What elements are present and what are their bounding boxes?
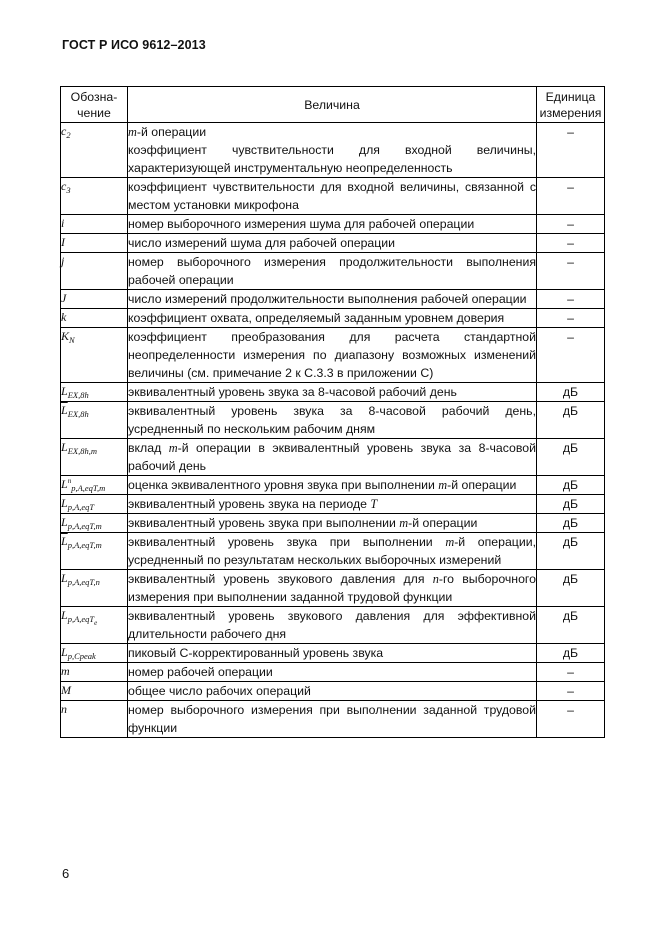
symbol-subscript — [67, 614, 98, 627]
symbol-subscript — [68, 577, 100, 587]
unit-cell: – — [537, 290, 605, 309]
quantity-text: число измерений продолжительности выполнения рабочей операции — [128, 292, 527, 306]
symbol-subscript-text: p,A,eqT,n — [67, 577, 100, 587]
table-row — [61, 383, 605, 402]
symbol-subscript — [68, 502, 94, 512]
symbol-subscript-text: p,A,eqT,m — [67, 521, 102, 531]
quantity-text: общее число рабочих операций — [128, 684, 311, 698]
table-row — [61, 514, 605, 533]
symbol-cell — [61, 309, 128, 328]
inline-math: m — [438, 478, 448, 492]
quantity-text: эквивалентный уровень звука при выполнении — [128, 516, 400, 530]
symbol-cell — [61, 701, 128, 738]
table-header-row — [61, 87, 605, 123]
unit-cell: – — [537, 328, 605, 383]
table-row — [61, 644, 605, 663]
quantity-cell — [128, 309, 537, 328]
quantity-cell — [128, 178, 537, 215]
symbol-letter: k — [61, 310, 67, 324]
symbol-subscript — [66, 130, 70, 140]
table-row — [61, 215, 605, 234]
symbol-cell — [61, 253, 128, 290]
unit-cell: дБ — [537, 607, 605, 644]
header-unit-line2: измерения — [539, 105, 602, 120]
quantity-text: коэффициент преобразования для расчета стандартной неопределенности измерения по диапазону возможных изменений величины (см. примечание 2 к С.3.3 в приложении С) — [128, 330, 536, 380]
quantity-text: номер выборочного измерения шума для рабочей операции — [128, 217, 475, 231]
inline-math: m — [168, 441, 178, 455]
quantity-cell — [128, 514, 537, 533]
inline-math: m — [399, 516, 409, 530]
symbol-letter: j — [61, 254, 65, 268]
quantity-text: -й операции, усредненный по результатам нескольких выборочных измерений — [128, 535, 537, 567]
inline-math: T — [370, 497, 378, 511]
symbol-letter: L — [61, 496, 68, 510]
symbol-subscript-text: p,A,eqT,m — [67, 540, 102, 550]
symbol-letter: c — [61, 124, 67, 138]
symbol-subscript-text: N — [69, 335, 75, 345]
quantity-cell — [128, 290, 537, 309]
table-row — [61, 476, 605, 495]
symbol-cell — [61, 663, 128, 682]
quantity-text: номер выборочного измерения при выполнении заданной трудовой функции — [128, 703, 536, 735]
symbol-cell — [61, 383, 128, 402]
symbols-table — [60, 86, 605, 738]
quantity-cell — [128, 495, 537, 514]
table-row — [61, 701, 605, 738]
symbol-cell — [61, 682, 128, 701]
quantity-cell — [128, 123, 537, 178]
symbol-subscript — [68, 521, 102, 531]
quantity-cell — [128, 607, 537, 644]
symbol-subscript-text: EX,8h — [67, 390, 89, 400]
quantity-text: эквивалентный уровень звукового давления для — [128, 572, 433, 586]
quantity-text: -го выборочного измерения при выполнении заданной трудовой функции — [128, 572, 536, 604]
symbol-subscript — [71, 483, 105, 493]
quantity-text: номер выборочного измерения продолжительности выполнения рабочей операции — [128, 255, 536, 287]
symbol-subscript-text: 3 — [66, 185, 71, 195]
quantity-text: пиковый С-корректированный уровень звука — [128, 646, 384, 660]
symbol-letter: c — [61, 179, 67, 193]
unit-cell: дБ — [537, 383, 605, 402]
quantity-cell — [128, 533, 537, 570]
quantity-cell — [128, 383, 537, 402]
symbol-letter: L — [61, 515, 68, 529]
header-unit-line1: Единица — [545, 89, 596, 104]
table-row — [61, 533, 605, 570]
quantity-cell — [128, 234, 537, 253]
header-symbol — [61, 87, 128, 123]
unit-cell: дБ — [537, 439, 605, 476]
quantity-cell — [128, 215, 537, 234]
quantity-cell — [128, 663, 537, 682]
symbol-cell — [61, 439, 128, 476]
table-row — [61, 253, 605, 290]
table-row — [61, 328, 605, 383]
quantity-text: -й операции — [447, 478, 517, 492]
header-symbol-line1: Обозна- — [70, 89, 118, 104]
quantity-text: коэффициент охвата, определяемый заданным уровнем доверия — [128, 311, 505, 325]
unit-cell: дБ — [537, 644, 605, 663]
table-row — [61, 570, 605, 607]
quantity-text: эквивалентный уровень звука за 8-часовой рабочий день — [128, 385, 457, 399]
table-row — [61, 439, 605, 476]
symbol-letter: $\overline{L}$ — [61, 534, 68, 548]
inline-math: m — [128, 125, 137, 139]
quantity-cell — [128, 570, 537, 607]
symbol-cell — [61, 607, 128, 644]
table-row — [61, 663, 605, 682]
symbol-letter: L — [61, 571, 68, 585]
symbol-letter: L — [61, 645, 68, 659]
quantity-text: коэффициент чувствительности для входной величины, связанной с местом установки микрофона — [128, 180, 536, 212]
symbol-subsubscript: e — [94, 619, 98, 627]
quantity-cell — [128, 402, 537, 439]
header-unit — [537, 87, 605, 123]
unit-cell: – — [537, 682, 605, 701]
symbol-subscript-text: p,A,eqT — [67, 502, 95, 512]
symbol-cell — [61, 495, 128, 514]
table-row — [61, 234, 605, 253]
symbol-subscript-text: p,A,eqT — [67, 614, 95, 624]
symbol-subscript-text: EX,8h,m — [67, 446, 97, 456]
symbol-cell — [61, 476, 128, 495]
quantity-text: -й операции — [136, 125, 207, 139]
unit-cell: – — [537, 701, 605, 738]
header-quantity: Величина — [128, 87, 537, 123]
symbol-cell — [61, 328, 128, 383]
unit-cell: дБ — [537, 570, 605, 607]
symbol-letter: L — [61, 477, 68, 491]
table-body — [61, 123, 605, 738]
symbol-subscript — [68, 390, 89, 400]
symbol-letter: M — [61, 683, 71, 697]
unit-cell: – — [537, 253, 605, 290]
quantity-text: эквивалентный уровень звукового давления для эффективной длительности рабочего дня — [128, 609, 536, 641]
table-row — [61, 495, 605, 514]
unit-cell: – — [537, 663, 605, 682]
quantity-cell — [128, 682, 537, 701]
unit-cell: дБ — [537, 476, 605, 495]
unit-cell: дБ — [537, 514, 605, 533]
quantity-cell — [128, 328, 537, 383]
quantity-text: коэффициент чувствительности для входной величины, характеризующей инструментальную неопределенность — [128, 143, 536, 175]
symbol-cell — [61, 533, 128, 570]
symbol-cell — [61, 123, 128, 178]
quantity-text: оценка эквивалентного уровня звука при выполнении — [128, 478, 439, 492]
symbol-superscript: n — [67, 477, 72, 485]
symbol-cell — [61, 178, 128, 215]
symbol-subscript-text: 2 — [66, 130, 71, 140]
inline-math: n — [432, 572, 439, 586]
quantity-text: эквивалентный уровень звука за 8-часовой рабочий день, усредненный по нескольким рабочим дням — [128, 404, 536, 436]
table-row — [61, 290, 605, 309]
symbol-letter: L — [61, 384, 68, 398]
unit-cell: дБ — [537, 495, 605, 514]
symbol-subscript — [68, 409, 89, 419]
header-symbol-line2: чение — [77, 105, 111, 120]
quantity-text: вклад — [128, 441, 169, 455]
symbol-letter: $\overline{L}$ — [61, 403, 68, 417]
symbol-subscript — [68, 540, 102, 550]
unit-cell: – — [537, 234, 605, 253]
symbol-cell — [61, 234, 128, 253]
quantity-text: число измерений шума для рабочей операции — [128, 236, 396, 250]
page-number: 6 — [62, 866, 70, 881]
quantity-cell — [128, 476, 537, 495]
unit-cell: – — [537, 123, 605, 178]
inline-math: m — [445, 535, 455, 549]
symbol-subscript — [69, 335, 75, 345]
quantity-cell — [128, 644, 537, 663]
unit-cell: – — [537, 309, 605, 328]
unit-cell: – — [537, 215, 605, 234]
symbol-cell — [61, 290, 128, 309]
symbol-letter: I — [61, 235, 65, 249]
symbol-letter: L — [61, 440, 68, 454]
quantity-text: эквивалентный уровень звука при выполнении — [128, 535, 446, 549]
symbol-subscript — [68, 651, 96, 661]
table-row — [61, 682, 605, 701]
table-row — [61, 178, 605, 215]
table-row — [61, 607, 605, 644]
quantity-text: -й операции — [408, 516, 478, 530]
symbol-letter: L — [61, 608, 68, 622]
symbol-cell — [61, 644, 128, 663]
symbol-cell — [61, 215, 128, 234]
quantity-text: номер рабочей операции — [128, 665, 273, 679]
quantity-cell — [128, 439, 537, 476]
quantity-text: эквивалентный уровень звука на периоде — [128, 497, 371, 511]
unit-cell: – — [537, 178, 605, 215]
table-row — [61, 123, 605, 178]
symbol-subscript-text: p,A,eqT,m — [71, 483, 106, 493]
quantity-text: -й операции в эквивалентный уровень звука за 8-часовой рабочий день — [128, 441, 536, 473]
symbol-cell — [61, 514, 128, 533]
symbol-letter: m — [61, 664, 70, 678]
symbol-subscript — [68, 446, 97, 456]
symbol-letter: J — [61, 291, 67, 305]
unit-cell: дБ — [537, 402, 605, 439]
unit-cell: дБ — [537, 533, 605, 570]
symbol-cell — [61, 402, 128, 439]
symbol-letter: K — [61, 329, 70, 343]
document-header: ГОСТ Р ИСО 9612–2013 — [62, 38, 206, 52]
table-row — [61, 402, 605, 439]
symbol-letter: i — [61, 216, 65, 230]
quantity-cell — [128, 253, 537, 290]
table-row — [61, 309, 605, 328]
quantity-cell — [128, 701, 537, 738]
symbol-subscript-text: EX,8h — [67, 409, 89, 419]
symbol-subscript — [66, 185, 70, 195]
symbol-letter: n — [61, 702, 67, 716]
symbol-subscript-text: p,Cpeak — [67, 651, 96, 661]
symbol-cell — [61, 570, 128, 607]
